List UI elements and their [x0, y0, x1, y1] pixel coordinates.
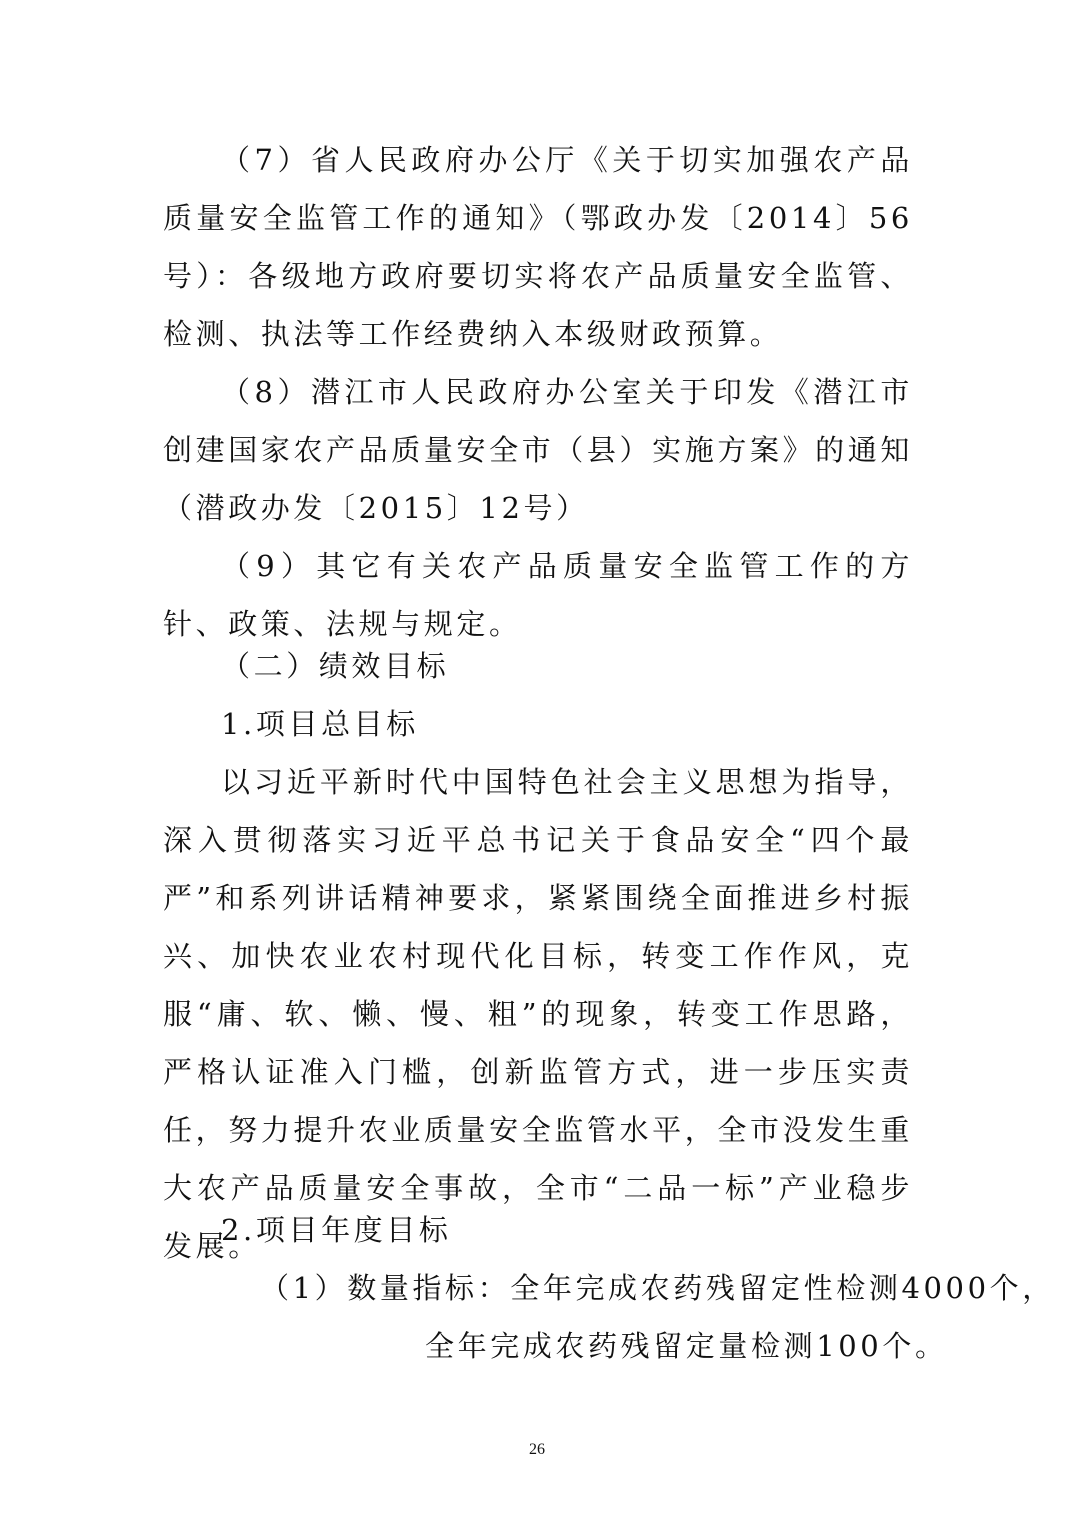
heading-performance-goals: （二）绩效目标	[221, 649, 450, 683]
paragraph-item-8: （8）潜江市人民政府办公室关于印发《潜江市创建国家农产品质量安全市（县）实施方案》的通知（潜政办发〔2015〕12号）	[163, 375, 913, 525]
heading-annual-goal: 2.项目年度目标	[221, 1213, 452, 1247]
quantity-indicator-line-2: 全年完成农药残留定量检测100个。	[425, 1329, 948, 1363]
page-number: 26	[529, 1441, 545, 1458]
paragraph-item-9: （9）其它有关农产品质量安全监管工作的方针、政策、法规与规定。	[163, 549, 913, 641]
paragraph-overall-goal: 以习近平新时代中国特色社会主义思想为指导，深入贯彻落实习近平总书记关于食品安全“四个最严”和系列讲话精神要求，紧紧围绕全面推进乡村振兴、加快农业农村现代化目标，转变工作作风，克服“庸、软、懒、慢、粗”的现象，转变工作思路，严格认证准入门槛，创新监管方式，进一步压实责任，努力提升农业质量安全监管水平，全市没发生重大农产品质量安全事故，全市“二品一标”产业稳步发展。	[163, 765, 913, 1263]
paragraph-item-7: （7）省人民政府办公厅《关于切实加强农产品质量安全监管工作的通知》（鄂政办发〔2014〕56号）：各级地方政府要切实将农产品质量安全监管、检测、执法等工作经费纳入本级财政预算。	[163, 143, 913, 351]
quantity-indicator-line-1: （1）数量指标：全年完成农药残留定性检测4000个，	[260, 1271, 1055, 1305]
heading-overall-goal: 1.项目总目标	[221, 707, 419, 741]
